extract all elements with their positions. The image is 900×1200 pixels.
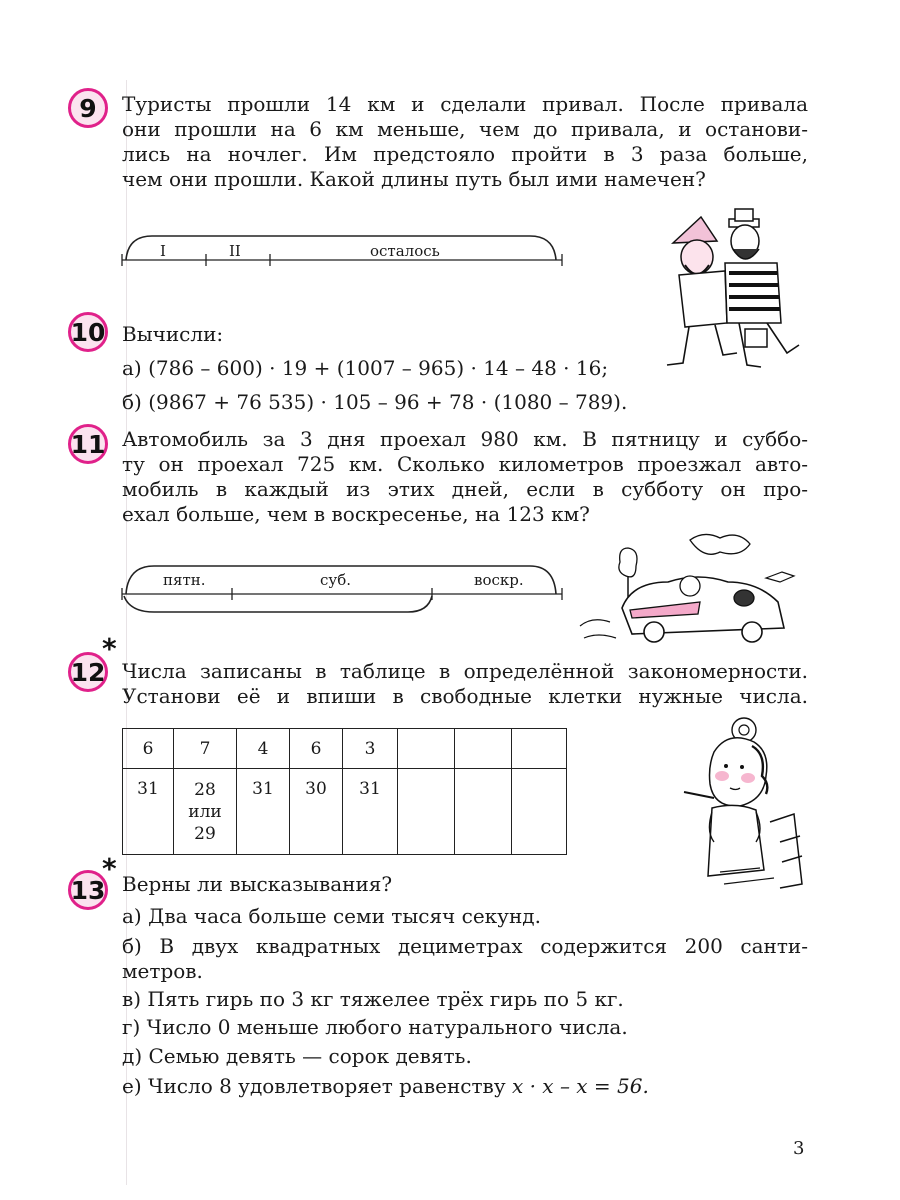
segment-label-II: II (229, 242, 241, 260)
task-9-segment-diagram (118, 228, 568, 278)
table-cell: 28 или 29 (174, 769, 237, 855)
table-row (123, 729, 567, 769)
table-cell: 30 (290, 769, 343, 855)
task-13-prompt: Верны ли высказывания? (122, 872, 393, 896)
task-12-number: 12 (70, 657, 106, 687)
empty-cell[interactable] (512, 729, 567, 769)
segment-label-I: I (160, 242, 166, 260)
task-12-line-2: Установи её и впиши в свободные клетки нужные числа. (122, 684, 808, 708)
segment-label-sun: воскр. (474, 571, 524, 589)
task-10-item-b: б) (9867 + 76 535) · 105 – 96 + 78 · (1080 – 789). (122, 390, 628, 414)
car-illustration (570, 528, 810, 648)
task-9-line-4: чем они прошли. Какой длины путь был ими намечен? (122, 167, 706, 191)
statement-f-formula: x · x – x = 56. (511, 1074, 649, 1098)
task-10-item-a: а) (786 – 600) · 19 + (1007 – 965) · 14 – 48 · 16; (122, 356, 609, 380)
statement-d: г) Число 0 меньше любого натурального числа. (122, 1015, 628, 1039)
task-12-star: * (102, 632, 117, 665)
task-11-line-4: ехал больше, чем в воскресенье, на 123 км? (122, 502, 590, 526)
girl-illustration (660, 712, 810, 892)
task-11-line-1: Автомобиль за 3 дня проехал 980 км. В пятницу и суббо- (122, 427, 808, 451)
task-11-line-3: мобиль в каждый из этих дней, если в субботу он про- (122, 477, 808, 501)
task-12-text (122, 659, 808, 709)
page-number: 3 (793, 1138, 805, 1159)
task-11-badge (68, 424, 108, 464)
table-cell: 3 (343, 729, 398, 769)
empty-cell[interactable] (512, 769, 567, 855)
statement-b-line-2: метров. (122, 959, 203, 983)
task-11-line-2: ту он проехал 725 км. Сколько километров проезжал авто- (122, 452, 808, 476)
table-cell: 6 (123, 729, 174, 769)
table-cell: 4 (237, 729, 290, 769)
empty-cell[interactable] (398, 729, 455, 769)
segment-label-sat: суб. (320, 571, 352, 589)
task-9-text (122, 92, 808, 192)
segment-label-fri: пятн. (163, 571, 206, 589)
statement-c: в) Пять гирь по 3 кг тяжелее трёх гирь по 5 кг. (122, 987, 624, 1011)
segment-label-rest: осталось (370, 242, 440, 260)
empty-cell[interactable] (398, 769, 455, 855)
task-13-number: 13 (70, 875, 106, 905)
task-9-line-2: они прошли на 6 км меньше, чем до привала, и останови- (122, 117, 808, 141)
task-9-number: 9 (79, 93, 97, 123)
task-11-number: 11 (70, 429, 106, 459)
statement-f-text: е) Число 8 удовлетворяет равенству (122, 1074, 506, 1098)
task-12-line-1: Числа записаны в таблице в определённой закономерности. (122, 659, 808, 683)
table-row (123, 769, 567, 855)
empty-cell[interactable] (455, 729, 512, 769)
statement-f (122, 1074, 649, 1099)
task-11-segment-diagram (118, 560, 568, 618)
task-9-line-1: Туристы прошли 14 км и сделали привал. После привала (122, 92, 808, 116)
task-13-star: * (102, 852, 117, 885)
task-9-line-3: лись на ночлег. Им предстояло пройти в 3 раза больше, (122, 142, 808, 166)
statement-b-line-1: б) В двух квадратных дециметрах содержится 200 санти- (122, 934, 808, 958)
task-9-badge (68, 88, 108, 128)
task-10-number: 10 (70, 317, 106, 347)
table-cell: 6 (290, 729, 343, 769)
table-cell: 31 (237, 769, 290, 855)
table-cell: 31 (123, 769, 174, 855)
statement-e: д) Семью девять — сорок девять. (122, 1044, 472, 1068)
table-cell: 7 (174, 729, 237, 769)
task-11-text (122, 427, 808, 527)
empty-cell[interactable] (455, 769, 512, 855)
task-10-badge (68, 312, 108, 352)
pattern-table (122, 728, 567, 855)
statement-a: а) Два часа больше семи тысяч секунд. (122, 904, 541, 928)
table-cell: 31 (343, 769, 398, 855)
tourists-illustration (655, 205, 815, 375)
statement-b (122, 934, 808, 959)
task-10-prompt: Вычисли: (122, 322, 224, 346)
